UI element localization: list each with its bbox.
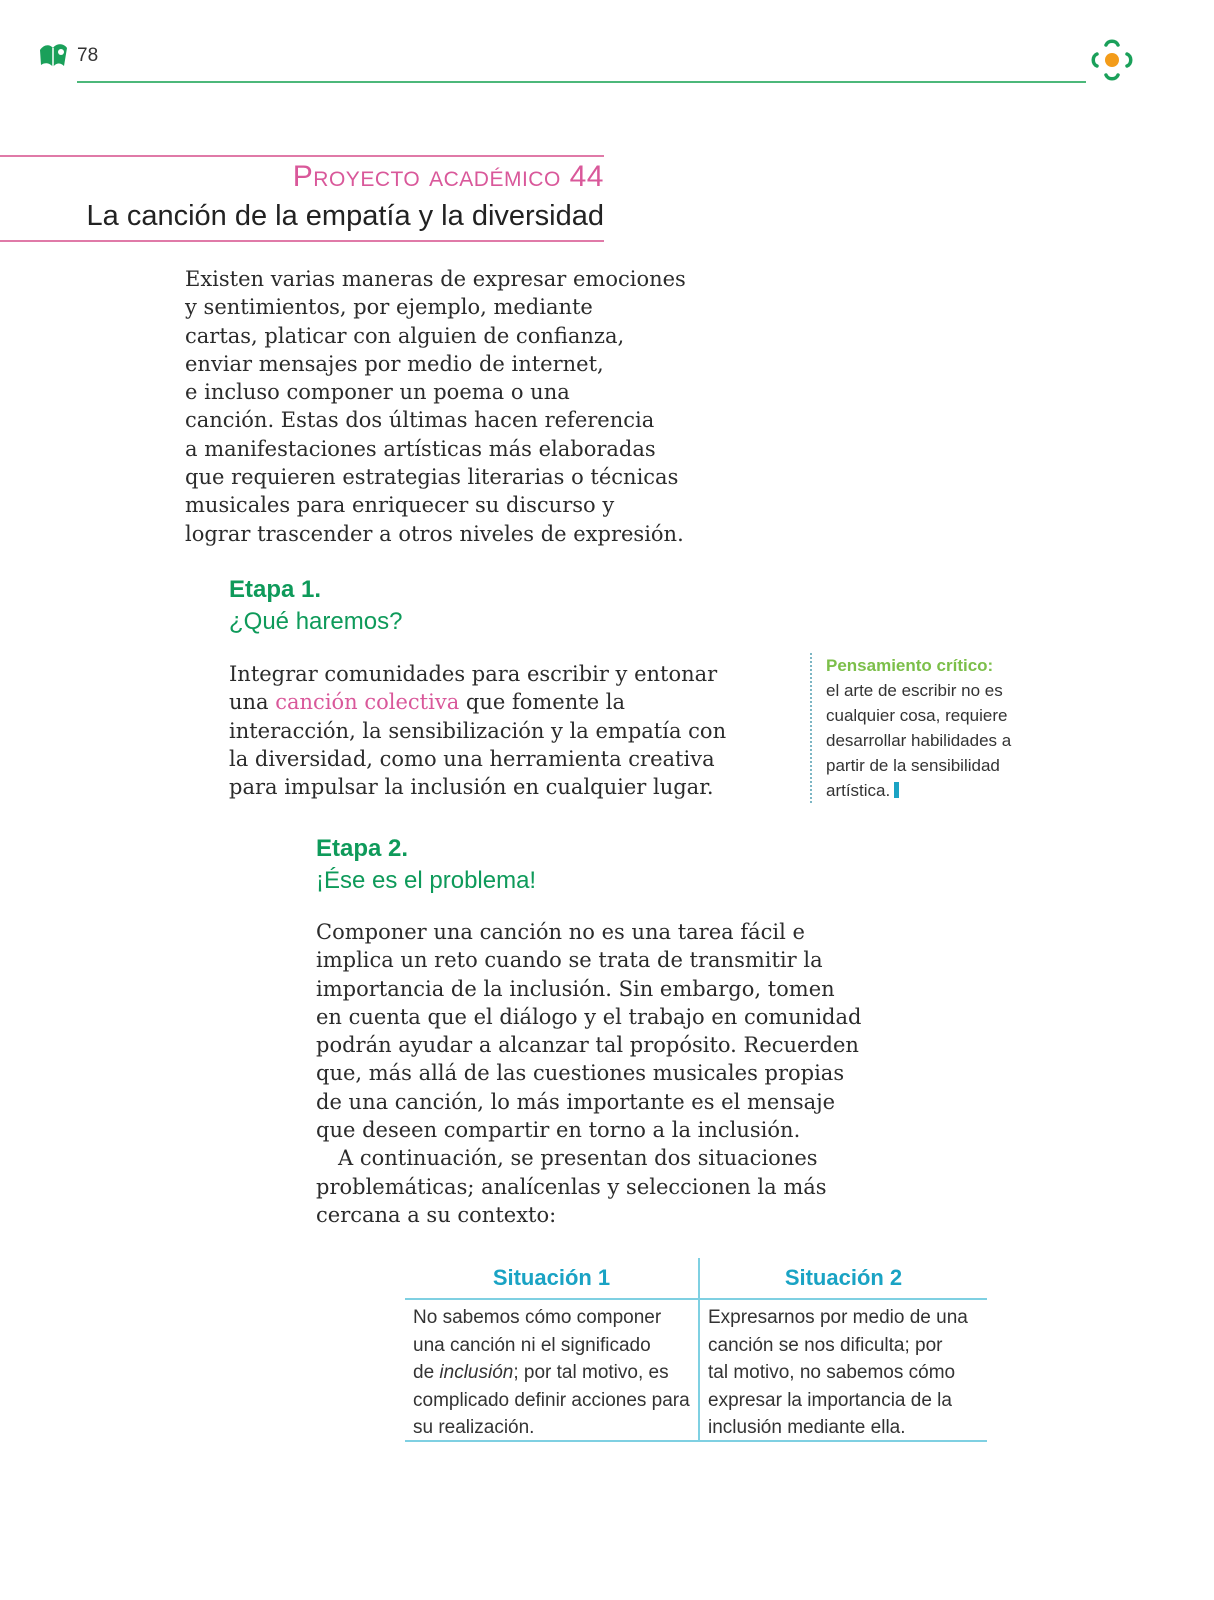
intro-line: enviar mensajes por medio de internet,	[185, 351, 604, 376]
intro-line: Existen varias maneras de expresar emociones	[185, 267, 686, 291]
situations-table	[405, 1258, 987, 1442]
situation2-header: Situación 2	[784, 1265, 903, 1290]
project-title: La canción de la empatía y la diversidad	[86, 200, 604, 232]
stage2-line: podrán ayudar a alcanzar tal propósito. Recuerden	[316, 1033, 859, 1058]
stage2-line: A continuación, se presentan dos situaciones	[338, 1146, 818, 1171]
stage2-line: cercana a su contexto:	[316, 1202, 557, 1227]
title-rule-bottom	[0, 240, 604, 242]
stage2-line: que deseen compartir en torno a la inclusión.	[316, 1118, 801, 1143]
situation2-line: Expresarnos por medio de una	[708, 1307, 968, 1328]
book-logo-icon	[36, 40, 70, 74]
situation1-emphasis: inclusión	[439, 1362, 514, 1383]
situation1-header: Situación 1	[492, 1265, 611, 1290]
stage2-title: Etapa 2.	[316, 835, 409, 862]
stage2-line: implica un reto cuando se trata de transmitir la	[316, 948, 823, 973]
sidebar-line: partir de la sensibilidad	[826, 756, 1000, 775]
situation1-line	[413, 1359, 693, 1387]
situation2-line: canción se nos dificulta; por	[708, 1334, 943, 1356]
project-label: Proyecto académico 44	[292, 160, 604, 193]
header-rule	[77, 81, 1086, 83]
situation1-cell	[413, 1304, 693, 1442]
intro-line: y sentimientos, por ejemplo, mediante	[185, 295, 593, 320]
sidebar-line: desarrollar habilidades a	[826, 731, 1012, 750]
intro-line: cartas, platicar con alguien de confianza,	[185, 323, 625, 348]
sidebar-line-text: artística.	[826, 781, 891, 800]
situation2-line: inclusión mediante ella.	[708, 1417, 906, 1438]
stage1-paragraph	[229, 660, 727, 801]
stage1-line: para impulsar la inclusión en cualquier lugar.	[229, 775, 714, 800]
table-rule-top	[405, 1298, 987, 1300]
intro-line: e incluso componer un poema o una	[185, 380, 570, 405]
sidebar-line: el arte de escribir no es	[826, 681, 1003, 700]
sidebar-line: cualquier cosa, requiere	[826, 706, 1008, 725]
stage2-subtitle: ¡Ése es el problema!	[316, 867, 537, 894]
situation1-line-part: ; por tal motivo, es	[513, 1362, 669, 1383]
table-divider	[698, 1258, 700, 1442]
table-rule-bottom	[405, 1440, 987, 1442]
stage1-heading	[229, 574, 402, 638]
stage1-line-part: que fomente la	[459, 690, 626, 715]
stage2-line: problemáticas; analícenlas y seleccionen la más	[316, 1174, 827, 1199]
intro-line: canción. Estas dos últimas hacen referencia	[185, 408, 655, 433]
stage1-line: interacción, la sensibilización y la empatía con	[229, 718, 727, 743]
stage1-line	[229, 688, 669, 716]
intro-paragraph	[185, 265, 686, 548]
sidebar-title: Pensamiento crítico:	[826, 656, 994, 675]
situation2-cell	[708, 1304, 986, 1442]
situation1-line: No sabemos cómo componer	[413, 1307, 662, 1328]
stage1-line: Integrar comunidades para escribir y entonar	[229, 662, 718, 686]
stage2-heading	[316, 833, 536, 897]
stage2-line: en cuenta que el diálogo y el trabajo en comunidad	[316, 1004, 862, 1029]
situation1-line: una canción ni el significado	[413, 1334, 651, 1356]
stage2-line: que, más allá de las cuestiones musicales propias	[316, 1061, 845, 1086]
intro-line: a manifestaciones artísticas más elaboradas	[185, 436, 656, 461]
intro-line: musicales para enriquecer su discurso y	[185, 493, 615, 518]
stage2-line: Componer una canción no es una tarea fácil e	[316, 920, 805, 944]
stage1-title: Etapa 1.	[229, 576, 322, 603]
situation1-line-part: de	[413, 1362, 440, 1383]
situation1-line: complicado definir acciones para	[413, 1389, 690, 1411]
stage1-line: la diversidad, como una herramienta creativa	[229, 746, 715, 771]
page-number: 78	[77, 45, 99, 66]
end-mark-icon	[894, 782, 899, 798]
situation2-line: expresar la importancia de la	[708, 1389, 952, 1411]
stage2-line: importancia de la inclusión. Sin embargo, tomen	[316, 976, 835, 1001]
stage1-line-part: una	[229, 690, 276, 715]
stage1-subtitle: ¿Qué haremos?	[229, 608, 403, 635]
title-rule-top	[0, 155, 604, 157]
intro-line: lograr trascender a otros niveles de expresión.	[185, 521, 684, 546]
glossary-term-cancion-colectiva[interactable]: canción colectiva	[275, 690, 460, 715]
critical-thinking-sidebar	[810, 653, 1066, 803]
intro-line: que requieren estrategias literarias o técnicas	[185, 465, 679, 490]
stage2-paragraph	[316, 918, 862, 1229]
situation1-line: su realización.	[413, 1417, 535, 1438]
sidebar-line	[826, 778, 1066, 803]
situation2-line: tal motivo, no sabemos cómo	[708, 1362, 956, 1383]
community-emblem-icon	[1088, 36, 1136, 84]
stage2-line: de una canción, lo más importante es el mensaje	[316, 1089, 836, 1114]
